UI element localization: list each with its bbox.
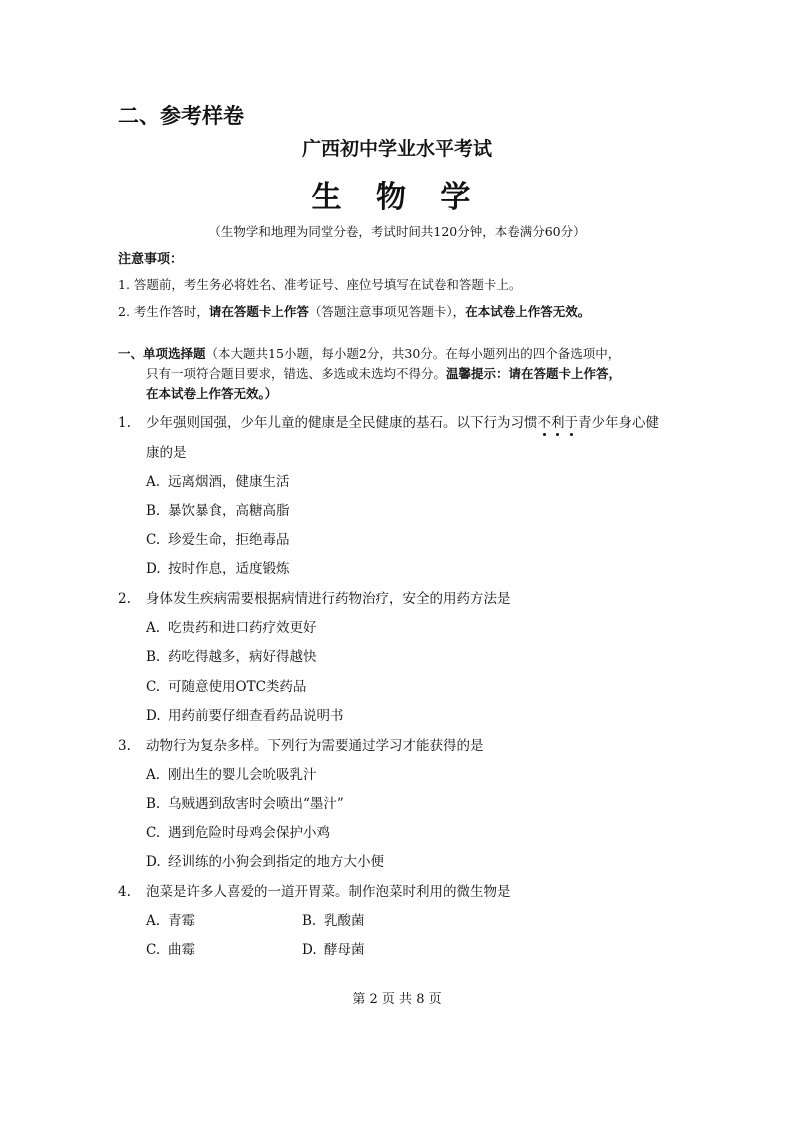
option-letter: A. bbox=[146, 474, 161, 490]
page-footer: 第 2 页 共 8 页 bbox=[352, 992, 442, 1007]
option-letter: D. bbox=[302, 942, 317, 958]
section1-line-3 bbox=[146, 384, 277, 402]
section-heading: 二、参考样卷 bbox=[118, 104, 244, 128]
note-item-1: 1. 答题前，考生务必将姓名、准考证号、座位号填写在试卷和答题卡上。 bbox=[118, 277, 522, 292]
exam-info: （生物学和地理为同堂分卷，考试时间共120分钟，本卷满分60分） bbox=[208, 224, 586, 239]
option-text: 可随意使用OTC类药品 bbox=[168, 679, 307, 695]
question-number: 3. bbox=[118, 738, 131, 754]
question-4-option-b bbox=[302, 909, 365, 929]
note-item-2-part-a: 2. 考生作答时， bbox=[118, 304, 209, 319]
section1-line-1 bbox=[118, 344, 620, 362]
option-text: 曲霉 bbox=[168, 942, 195, 958]
note-item-2-part-d: 在本试卷上作答无效。 bbox=[465, 304, 591, 319]
question-3-option-d bbox=[146, 850, 384, 870]
question-number: 2. bbox=[118, 591, 131, 607]
question-3-option-a bbox=[146, 763, 317, 783]
option-text: 青霉 bbox=[168, 913, 195, 929]
question-1-option-a bbox=[146, 470, 290, 490]
option-letter: C. bbox=[146, 942, 161, 958]
option-letter: D. bbox=[146, 708, 161, 724]
section1-desc-3: 在本试卷上作答无效。） bbox=[146, 386, 278, 401]
option-text: 酵母菌 bbox=[324, 942, 365, 958]
question-3-option-b bbox=[146, 792, 344, 812]
note-item-2-part-b: 请在答题卡上作答 bbox=[208, 304, 309, 319]
question-2-option-d bbox=[146, 704, 344, 724]
option-text: 用药前要仔细查看药品说明书 bbox=[168, 708, 344, 724]
option-letter: B. bbox=[146, 649, 161, 665]
question-2-stem bbox=[118, 587, 511, 607]
note-item-2 bbox=[118, 302, 590, 320]
option-text: 按时作息，适度锻炼 bbox=[168, 561, 290, 577]
option-letter: B. bbox=[146, 796, 161, 812]
option-letter: D. bbox=[146, 854, 161, 870]
note-item-2-part-c: （答题注意事项见答题卡）， bbox=[308, 304, 466, 319]
question-3-option-c bbox=[146, 821, 330, 841]
option-text: 遇到危险时母鸡会保护小鸡 bbox=[168, 825, 330, 841]
section1-title: 一、单项选择题 bbox=[118, 346, 206, 361]
question-2-option-b bbox=[146, 645, 317, 665]
option-text: 珍爱生命，拒绝毒品 bbox=[168, 532, 290, 548]
option-text: 远离烟酒，健康生活 bbox=[168, 474, 290, 490]
option-letter: C. bbox=[146, 825, 161, 841]
option-letter: B. bbox=[146, 503, 161, 519]
question-4-stem-text: 泡菜是许多人喜爱的一道开胃菜。制作泡菜时利用的微生物是 bbox=[146, 884, 511, 900]
emphasis-char: 不 bbox=[537, 415, 551, 431]
option-letter: D. bbox=[146, 561, 161, 577]
question-3-stem-text: 动物行为复杂多样。下列行为需要通过学习才能获得的是 bbox=[146, 738, 484, 754]
option-text: 乳酸菌 bbox=[324, 913, 365, 929]
option-text: 吃贵药和进口药疗效更好 bbox=[168, 620, 317, 636]
exam-title: 广西初中学业水平考试 bbox=[301, 138, 492, 160]
option-letter: A. bbox=[146, 620, 161, 636]
option-text: 暴饮暴食，高糖高脂 bbox=[168, 503, 290, 519]
question-1-option-d bbox=[146, 557, 290, 577]
question-4-option-a bbox=[146, 909, 195, 929]
option-text: 刚出生的婴儿会吮吸乳汁 bbox=[168, 767, 317, 783]
question-4-option-c bbox=[146, 938, 195, 958]
section1-line-2 bbox=[146, 364, 621, 382]
question-2-option-a bbox=[146, 616, 317, 636]
option-letter: C. bbox=[146, 679, 161, 695]
question-1-stem-cont: 康的是 bbox=[146, 445, 187, 461]
question-1-stem-b: 青少年身心健 bbox=[578, 415, 659, 431]
subject-title: 生 物 学 bbox=[311, 180, 483, 215]
question-1-option-b bbox=[146, 499, 290, 519]
question-2-option-c bbox=[146, 675, 306, 695]
question-1-option-c bbox=[146, 528, 290, 548]
notes-title: 注意事项： bbox=[118, 252, 184, 267]
question-3-stem bbox=[118, 734, 484, 754]
question-4-stem bbox=[118, 880, 511, 900]
section1-desc-1: （本大题共15小题，每小题2分，共30分。在每小题列出的四个备选项中， bbox=[205, 346, 621, 361]
question-4-option-d bbox=[302, 938, 365, 958]
option-text: 经训练的小狗会到指定的地方大小便 bbox=[168, 854, 384, 870]
option-letter: C. bbox=[146, 532, 161, 548]
option-letter: B. bbox=[302, 913, 317, 929]
option-text: 乌贼遇到敌害时会喷出“墨汁” bbox=[168, 796, 344, 812]
emphasis-char: 利 bbox=[551, 415, 565, 431]
question-number: 1. bbox=[118, 415, 131, 431]
option-text: 药吃得越多，病好得越快 bbox=[168, 649, 317, 665]
section1-desc-2a: 只有一项符合题目要求，错选、多选或未选均不得分。 bbox=[146, 366, 447, 381]
question-1-stem bbox=[118, 411, 659, 431]
question-2-stem-text: 身体发生疾病需要根据病情进行药物治疗，安全的用药方法是 bbox=[146, 591, 511, 607]
option-letter: A. bbox=[146, 767, 161, 783]
emphasis-char: 于 bbox=[564, 415, 578, 431]
question-number: 4. bbox=[118, 884, 131, 900]
question-1-stem-a: 少年强则国强，少年儿童的健康是全民健康的基石。以下行为习惯 bbox=[146, 415, 538, 431]
section1-desc-2b: 温馨提示：请在答题卡上作答， bbox=[446, 366, 622, 381]
option-letter: A. bbox=[146, 913, 161, 929]
